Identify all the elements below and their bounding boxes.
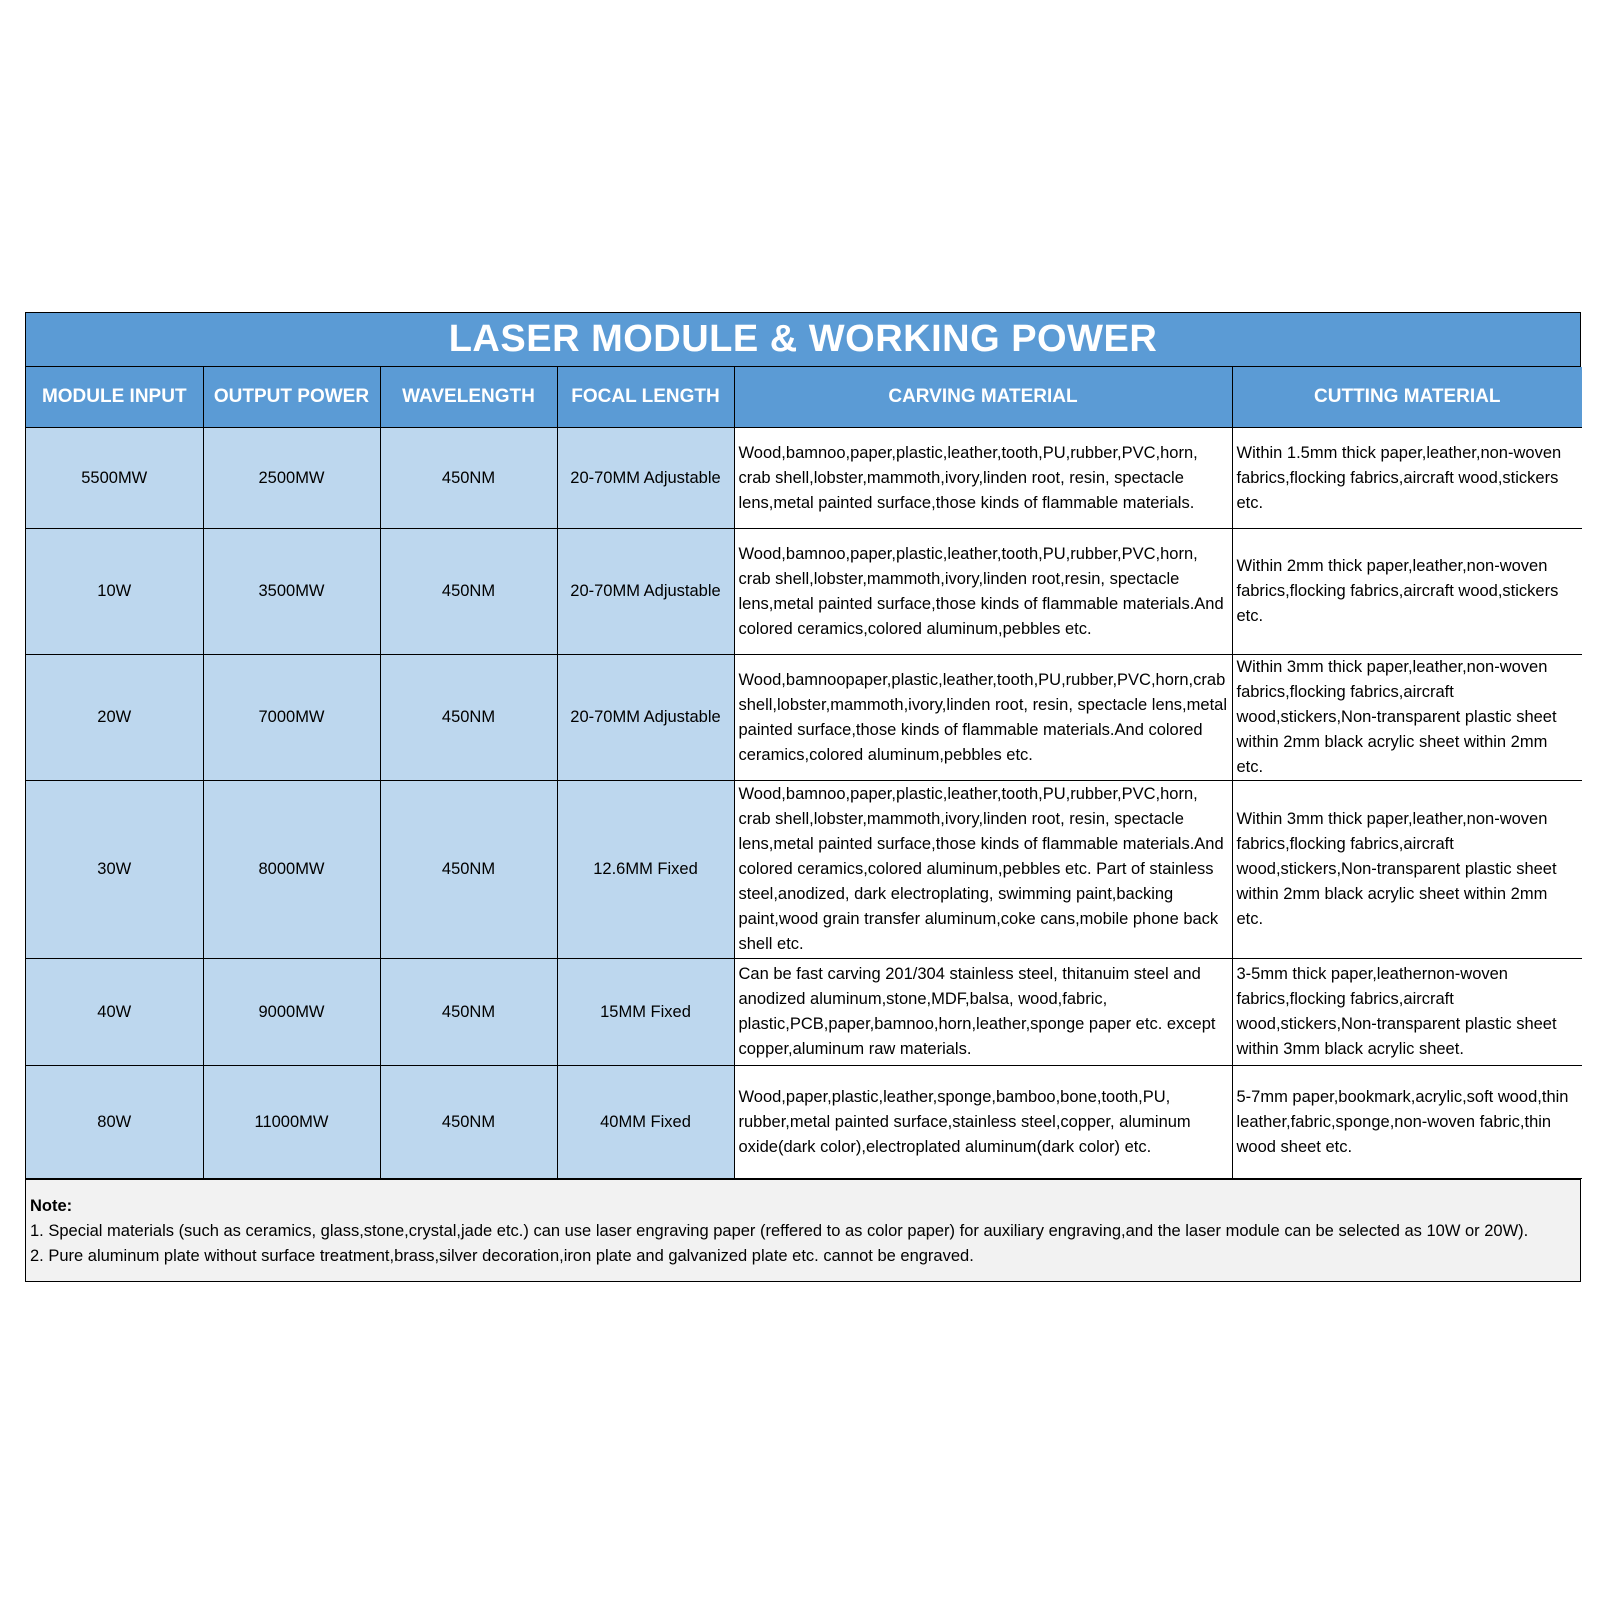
- table-row: [26, 1066, 1582, 1179]
- carving-material-cell: Wood,bamnoo,paper,plastic,leather,tooth,PU,rubber,PVC,horn, crab shell,lobster,mammoth,ivory,linden root,resin, spectacle lens,metal painted surface,those kinds of flammable materials.And colored ceramics,colored aluminum,pebbles etc.: [734, 529, 1232, 655]
- note-line: 1. Special materials (such as ceramics, glass,stone,crystal,jade etc.) can use laser engraving paper (reffered to as color paper) for auxiliary engraving,and the laser module can be selected as 10W or 20W).: [30, 1222, 1529, 1240]
- focal-length-cell: 20-70MM Adjustable: [557, 655, 734, 781]
- focal-length-cell: 20-70MM Adjustable: [557, 428, 734, 529]
- carving-material-cell: Wood,bamnoopaper,plastic,leather,tooth,PU,rubber,PVC,horn,crab shell,lobster,mammoth,ivory,linden root, resin, spectacle lens,metal painted surface,those kinds of flammable materials.And colored ceramics,colored aluminum,pebbles etc.: [734, 655, 1232, 781]
- cutting-material-cell: Within 1.5mm thick paper,leather,non-woven fabrics,flocking fabrics,aircraft wood,stickers etc.: [1232, 428, 1582, 529]
- header-wavelength: WAVELENGTH: [380, 367, 557, 428]
- cutting-material-cell: Within 3mm thick paper,leather,non-woven fabrics,flocking fabrics,aircraft wood,stickers,Non-transparent plastic sheet within 2mm black acrylic sheet within 2mm etc.: [1232, 655, 1582, 781]
- table-title: LASER MODULE & WORKING POWER: [26, 313, 1580, 367]
- header-output-power: OUTPUT POWER: [203, 367, 380, 428]
- table-row: [26, 959, 1582, 1066]
- cutting-material-cell: Within 2mm thick paper,leather,non-woven fabrics,flocking fabrics,aircraft wood,stickers etc.: [1232, 529, 1582, 655]
- note-title: Note:: [30, 1197, 73, 1215]
- cutting-material-cell: Within 3mm thick paper,leather,non-woven fabrics,flocking fabrics,aircraft wood,stickers,Non-transparent plastic sheet within 2mm black acrylic sheet within 2mm etc.: [1232, 781, 1582, 959]
- focal-length-cell: 20-70MM Adjustable: [557, 529, 734, 655]
- module-input-cell: 20W: [26, 655, 203, 781]
- spec-table-container: [25, 312, 1581, 1282]
- table-row: [26, 655, 1582, 781]
- cutting-material-cell: 3-5mm thick paper,leathernon-woven fabrics,flocking fabrics,aircraft wood,stickers,Non-transparent plastic sheet within 3mm black acrylic sheet.: [1232, 959, 1582, 1066]
- module-input-cell: 30W: [26, 781, 203, 959]
- cutting-material-cell: 5-7mm paper,bookmark,acrylic,soft wood,thin leather,fabric,sponge,non-woven fabric,thin wood sheet etc.: [1232, 1066, 1582, 1179]
- table-row: [26, 428, 1582, 529]
- focal-length-cell: 15MM Fixed: [557, 959, 734, 1066]
- wavelength-cell: 450NM: [380, 959, 557, 1066]
- module-input-cell: 40W: [26, 959, 203, 1066]
- header-focal-length: FOCAL LENGTH: [557, 367, 734, 428]
- carving-material-cell: Wood,paper,plastic,leather,sponge,bamboo,bone,tooth,PU, rubber,metal painted surface,stainless steel,copper, aluminum oxide(dark color),electroplated aluminum(dark color) etc.: [734, 1066, 1232, 1179]
- header-cutting-material: CUTTING MATERIAL: [1232, 367, 1582, 428]
- carving-material-cell: Wood,bamnoo,paper,plastic,leather,tooth,PU,rubber,PVC,horn, crab shell,lobster,mammoth,ivory,linden root, resin, spectacle lens,metal painted surface,those kinds of flammable materials.: [734, 428, 1232, 529]
- header-carving-material: CARVING MATERIAL: [734, 367, 1232, 428]
- module-input-cell: 10W: [26, 529, 203, 655]
- carving-material-cell: Wood,bamnoo,paper,plastic,leather,tooth,PU,rubber,PVC,horn, crab shell,lobster,mammoth,ivory,linden root, resin, spectacle lens,metal painted surface,those kinds of flammable materials.And colored ceramics,colored aluminum,pebbles etc. Part of stainless steel,anodized, dark electroplating, swimming paint,backing paint,wood grain transfer aluminum,coke cans,mobile phone back shell etc.: [734, 781, 1232, 959]
- focal-length-cell: 40MM Fixed: [557, 1066, 734, 1179]
- header-row: [26, 367, 1582, 428]
- wavelength-cell: 450NM: [380, 1066, 557, 1179]
- note-line: 2. Pure aluminum plate without surface treatment,brass,silver decoration,iron plate and galvanized plate etc. cannot be engraved.: [30, 1247, 974, 1265]
- focal-length-cell: 12.6MM Fixed: [557, 781, 734, 959]
- output-power-cell: 8000MW: [203, 781, 380, 959]
- module-input-cell: 80W: [26, 1066, 203, 1179]
- wavelength-cell: 450NM: [380, 529, 557, 655]
- module-input-cell: 5500MW: [26, 428, 203, 529]
- output-power-cell: 11000MW: [203, 1066, 380, 1179]
- output-power-cell: 9000MW: [203, 959, 380, 1066]
- note-section: [26, 1179, 1580, 1281]
- spec-table: [26, 367, 1582, 1179]
- header-module-input: MODULE INPUT: [26, 367, 203, 428]
- output-power-cell: 2500MW: [203, 428, 380, 529]
- output-power-cell: 3500MW: [203, 529, 380, 655]
- carving-material-cell: Can be fast carving 201/304 stainless steel, thitanuim steel and anodized aluminum,stone,MDF,balsa, wood,fabric, plastic,PCB,paper,bamnoo,horn,leather,sponge paper etc. except copper,aluminum raw materials.: [734, 959, 1232, 1066]
- table-row: [26, 529, 1582, 655]
- wavelength-cell: 450NM: [380, 428, 557, 529]
- wavelength-cell: 450NM: [380, 781, 557, 959]
- wavelength-cell: 450NM: [380, 655, 557, 781]
- table-row: [26, 781, 1582, 959]
- output-power-cell: 7000MW: [203, 655, 380, 781]
